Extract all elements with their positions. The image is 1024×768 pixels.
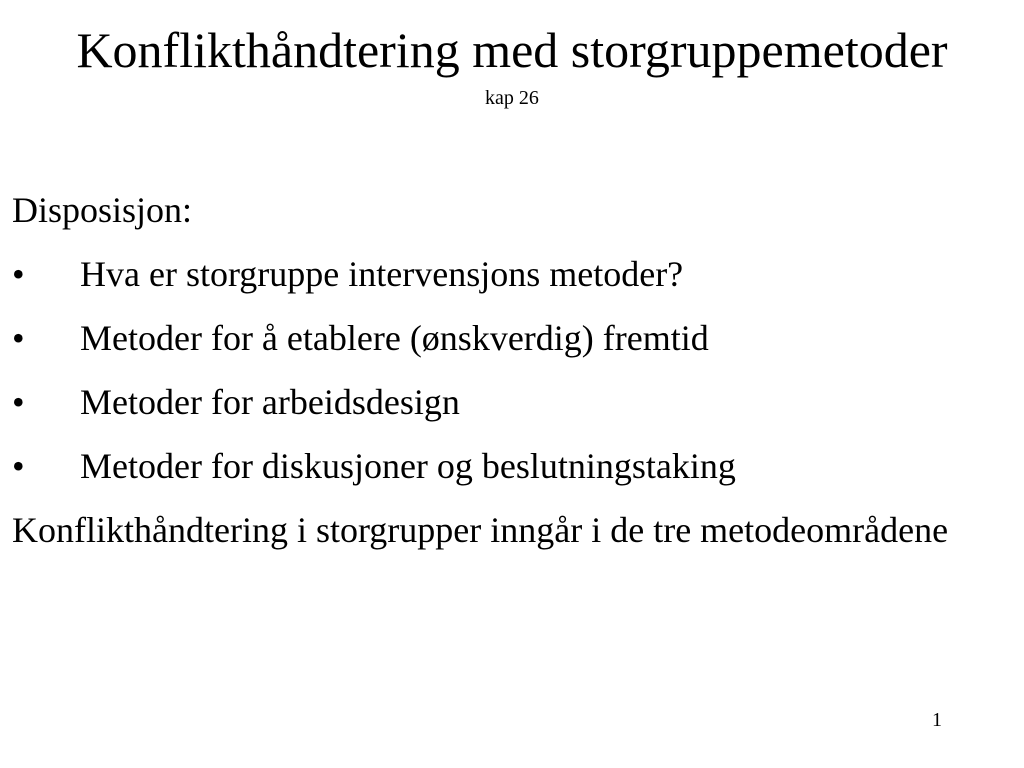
list-item <box>12 444 1012 488</box>
conclusion-text: Konflikthåndtering i storgrupper inngår i de tre metodeområdene <box>12 510 949 550</box>
page-number: 1 <box>932 709 942 731</box>
list-item <box>12 316 1012 360</box>
bullet-icon: • <box>12 446 25 486</box>
list-item <box>12 380 1012 424</box>
list-item <box>12 252 1012 296</box>
bullet-icon: • <box>12 382 25 422</box>
list-item-text: Metoder for diskusjoner og beslutningstaking <box>80 446 736 486</box>
slide-title: Konflikthåndtering med storgruppemetoder <box>76 22 948 78</box>
bullet-icon: • <box>12 318 25 358</box>
outline-heading: Disposisjon: <box>12 190 193 230</box>
bullet-icon: • <box>12 254 25 294</box>
list-item-text: Metoder for arbeidsdesign <box>80 382 460 422</box>
list-item-text: Hva er storgruppe intervensjons metoder? <box>80 254 684 294</box>
list-item-text: Metoder for å etablere (ønskverdig) fremtid <box>80 318 709 358</box>
slide-subtitle: kap 26 <box>485 87 539 109</box>
slide-body <box>12 188 1012 552</box>
outline-list <box>12 252 1012 488</box>
